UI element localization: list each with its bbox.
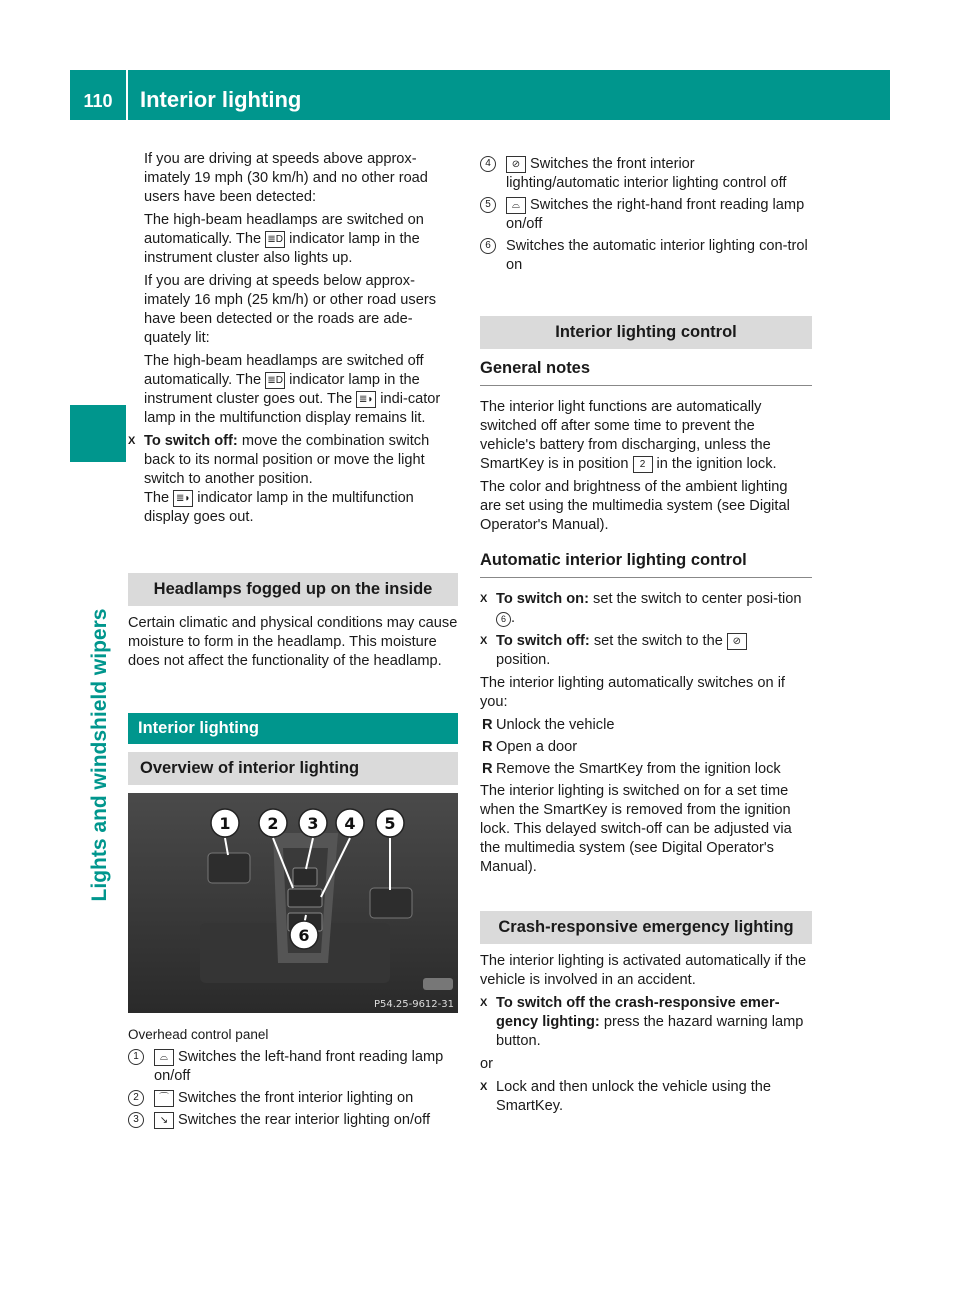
item-ref: 6 bbox=[496, 612, 511, 627]
svg-text:2: 2 bbox=[267, 814, 279, 833]
high-beam-icon: ≣D bbox=[265, 372, 285, 389]
text: indi-cator lamp in the multifunction display remains lit. bbox=[144, 391, 441, 426]
switch-off-step bbox=[128, 432, 458, 527]
item-number: 1 bbox=[128, 1049, 144, 1065]
chapter-label: Lights and windshield wipers bbox=[88, 608, 111, 902]
interior-light-off-icon: ⊘ bbox=[506, 156, 526, 173]
bullet-icon: R bbox=[482, 717, 493, 733]
step-text: move the combination switch back to its normal position or move the light switch to another position. bbox=[144, 433, 430, 487]
subsection-heading: General notes bbox=[480, 359, 812, 386]
legend-item bbox=[480, 155, 812, 193]
step-label: To switch off: bbox=[144, 433, 238, 449]
paragraph: The interior lighting is activated automatically if the vehicle is involved in an accident. bbox=[480, 953, 807, 988]
crash-step-alt bbox=[480, 1078, 812, 1116]
text: The interior light functions are automatically switched off after some time to prevent the vehicle's battery from discharging, unless the SmartKey is in position bbox=[480, 399, 771, 472]
high-beam-icon: ≣D bbox=[265, 231, 285, 248]
legend-item bbox=[480, 196, 812, 234]
step-label: To switch off the crash-responsive emer-gency lighting: bbox=[496, 995, 780, 1030]
text: in the ignition lock. bbox=[656, 456, 777, 472]
left-column bbox=[128, 150, 458, 1133]
reading-lamp-icon: ⌓ bbox=[154, 1049, 174, 1066]
switch-on-step: X To switch on: set the switch to center posi-tion 6 . bbox=[480, 591, 802, 626]
step-arrow-icon: X bbox=[480, 593, 488, 605]
step-text: set the switch to the bbox=[593, 633, 723, 649]
item-text: Switches the automatic interior lighting con-trol on bbox=[506, 238, 808, 273]
chapter-marker bbox=[70, 405, 126, 462]
highbeam-text-block bbox=[128, 150, 458, 428]
item-text: Switches the front interior lighting on bbox=[178, 1090, 414, 1106]
paragraph: The color and brightness of the ambient lighting are set using the multimedia system (see Digital Operator's Manual). bbox=[480, 479, 790, 533]
list-item bbox=[480, 716, 812, 735]
rear-interior-light-icon: ↘ bbox=[154, 1112, 174, 1129]
item-text: Switches the front interior lighting/automatic interior lighting control off bbox=[506, 156, 787, 191]
paragraph: or bbox=[480, 1056, 493, 1072]
front-interior-light-icon: ⌒ bbox=[154, 1090, 174, 1107]
page-number: 110 bbox=[83, 91, 113, 111]
overhead-panel-photo bbox=[128, 793, 458, 1013]
step-text: Lock and then unlock the vehicle using the SmartKey. bbox=[496, 1079, 772, 1114]
bullet-icon: R bbox=[482, 761, 493, 777]
list-item bbox=[480, 760, 812, 779]
text: indicator lamp in the instrument cluster also lights up. bbox=[144, 231, 420, 266]
section-heading: Interior lighting control bbox=[480, 316, 812, 349]
svg-text:4: 4 bbox=[344, 814, 356, 833]
step-label: To switch off: bbox=[496, 633, 590, 649]
text: The bbox=[144, 490, 170, 506]
photo-caption: Overhead control panel bbox=[128, 1027, 269, 1042]
switch-off-step bbox=[480, 632, 812, 670]
step-text: set the switch to center posi-tion bbox=[593, 591, 802, 607]
section-heading: Crash-responsive emergency lighting bbox=[480, 911, 812, 944]
adaptive-highbeam-icon: ≣◗ bbox=[356, 391, 376, 408]
adaptive-highbeam-icon: ≣◗ bbox=[173, 490, 193, 507]
text: The high-beam headlamps are switched off automatically. The bbox=[144, 353, 424, 388]
reading-lamp-icon: ⌓ bbox=[506, 197, 526, 214]
paragraph: Certain climatic and physical conditions may cause moisture to form in the headlamp. This moisture does not affect the functionality of the headlamp. bbox=[128, 615, 458, 669]
text: indicator lamp in the instrument cluster goes out. The bbox=[144, 372, 420, 407]
paragraph: The interior lighting is switched on for a set time when the SmartKey is removed from the ignition lock. This delayed switch-off can be adjusted via the multimedia system (see Digital Operator's Manual). bbox=[480, 783, 792, 875]
legend-item bbox=[128, 1089, 458, 1108]
step-arrow-icon: X bbox=[480, 997, 488, 1009]
text: indicator lamp in the multifunction display goes out. bbox=[144, 490, 414, 525]
interior-light-off-icon: ⊘ bbox=[727, 633, 747, 650]
page-title: Interior lighting bbox=[140, 87, 302, 112]
item-number: 6 bbox=[480, 238, 496, 254]
svg-text:6: 6 bbox=[298, 926, 310, 945]
section-heading: Overview of interior lighting bbox=[128, 752, 458, 785]
item-number: 5 bbox=[480, 197, 496, 213]
paragraph bbox=[144, 352, 458, 428]
paragraph bbox=[144, 211, 458, 268]
step-text: press the hazard warning lamp button. bbox=[496, 1014, 804, 1049]
list-text: Remove the SmartKey from the ignition lock bbox=[496, 761, 781, 777]
item-text: Switches the left-hand front reading lamp on/off bbox=[154, 1049, 444, 1084]
subsection-heading: Automatic interior lighting control bbox=[480, 551, 812, 578]
photo-code: P54.25-9612-31 bbox=[373, 999, 454, 1010]
paragraph: If you are driving at speeds below approx-imately 16 mph (25 km/h) or other road users have been detected or the roads are ade-quately lit: bbox=[144, 273, 436, 346]
list-text: Open a door bbox=[496, 739, 578, 755]
step-arrow-icon: X bbox=[128, 435, 136, 447]
section-heading: Headlamps fogged up on the inside bbox=[128, 573, 458, 606]
paragraph bbox=[480, 398, 812, 474]
step-arrow-icon: X bbox=[480, 1081, 488, 1093]
step-arrow-icon: X bbox=[480, 635, 488, 647]
list-item bbox=[480, 738, 812, 757]
bullet-icon: R bbox=[482, 739, 493, 755]
list-text: Unlock the vehicle bbox=[496, 717, 615, 733]
text: The high-beam headlamps are switched on automatically. The bbox=[144, 212, 424, 247]
item-text: Switches the right-hand front reading lamp on/off bbox=[506, 197, 805, 232]
item-number: 2 bbox=[128, 1090, 144, 1106]
item-number: 4 bbox=[480, 156, 496, 172]
item-text: Switches the rear interior lighting on/off bbox=[178, 1112, 431, 1128]
right-column bbox=[480, 155, 812, 1120]
paragraph: If you are driving at speeds above approx-imately 19 mph (30 km/h) and no other road users have been detected: bbox=[144, 151, 428, 205]
header-divider bbox=[126, 70, 128, 120]
overhead-panel-illustration bbox=[128, 793, 458, 1013]
legend-item bbox=[128, 1111, 458, 1130]
legend-item bbox=[128, 1048, 458, 1086]
section-heading-main: Interior lighting bbox=[128, 713, 458, 744]
paragraph: The interior lighting automatically switches on if you: bbox=[480, 675, 785, 710]
step-text: position. bbox=[496, 652, 551, 668]
svg-text:3: 3 bbox=[307, 814, 319, 833]
crash-step bbox=[480, 994, 812, 1051]
step-label: To switch on: bbox=[496, 591, 589, 607]
svg-text:5: 5 bbox=[384, 814, 396, 833]
item-number: 3 bbox=[128, 1112, 144, 1128]
svg-text:1: 1 bbox=[219, 814, 231, 833]
legend-item bbox=[480, 237, 812, 275]
key-position-icon: 2 bbox=[633, 456, 653, 473]
